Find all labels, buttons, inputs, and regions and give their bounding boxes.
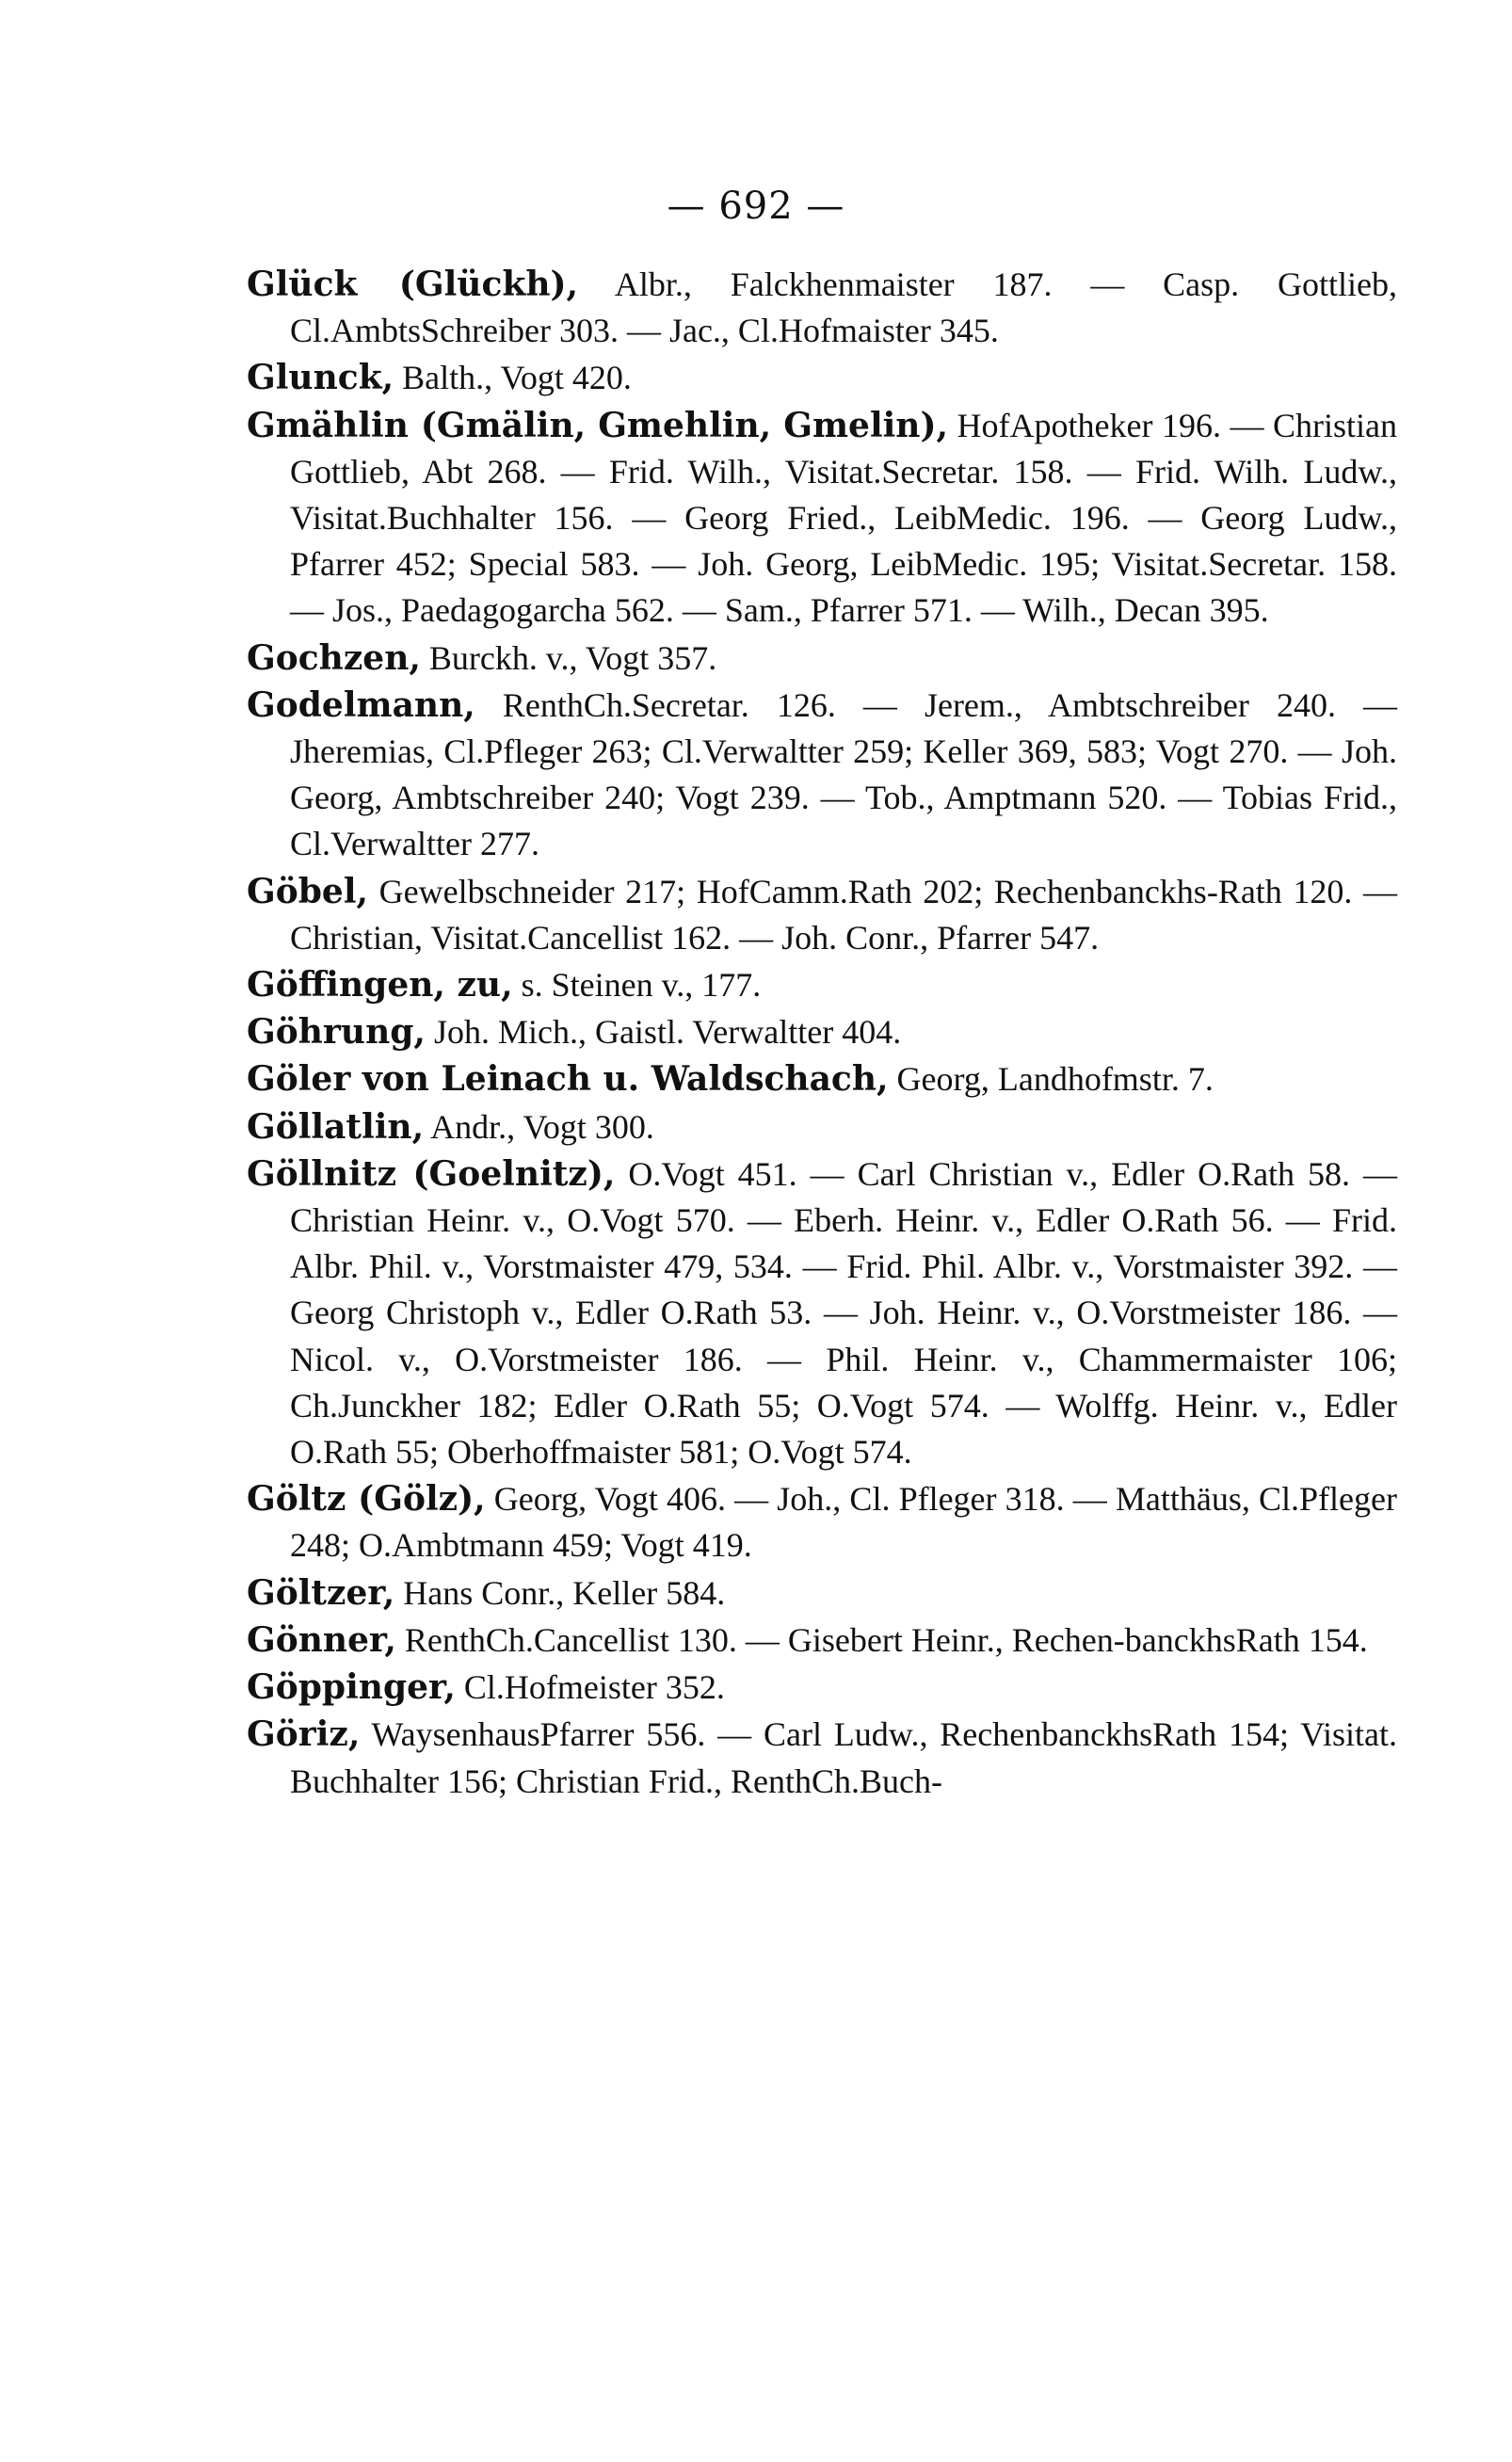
entry-name: Gmählin (Gmälin, Gmehlin, Gmelin), (247, 405, 949, 445)
entry-name: Glück (Glückh), (247, 265, 579, 304)
entry-name: Göler von Leinach u. Waldschach, (247, 1059, 889, 1100)
entry-name: Göbel, (247, 871, 369, 911)
register-entry (247, 355, 1397, 401)
entry-text: Cl.Hofmeister 352. (455, 1668, 725, 1707)
entry-text: s. Steinen v., 177. (512, 966, 762, 1005)
entry-name: Göllatlin, (247, 1106, 425, 1147)
register-entry (247, 403, 1397, 635)
entry-name: Göffingen, zu, (247, 965, 513, 1006)
entry-text: Joh. Mich., Gaistl. Verwaltter 404. (425, 1013, 902, 1052)
entry-name: Gochzen, (247, 637, 421, 678)
entry-text: Balth., Vogt 420. (394, 359, 632, 397)
entry-text: HofApotheker 196. — Christian Gottlieb, Abt 268. — Frid. Wilh., Visitat.Secretar. 158. — Frid. Wilh. Ludw., Visitat.Buchhalter 156. — Georg Fried., LeibMedic. 196. — Georg Ludw., Pfarrer 452; Special 583. — Joh. Georg, LeibMedic. 195; Visitat.Secretar. 158. — Jos., Paedagogarcha 562. — Sam., Pfarrer 571. — Wilh., Decan 395. (290, 406, 1397, 630)
entry-text: Andr., Vogt 300. (424, 1107, 654, 1146)
entry-name: Gönner, (247, 1619, 396, 1660)
register-entry (247, 869, 1397, 961)
register-entry (247, 1009, 1397, 1055)
entry-text: RenthCh.Secretar. 126. — Jerem., Ambtschreiber 240. — Jheremias, Cl.Pfleger 263; Cl.Verwaltter 259; Keller 369, 583; Vogt 270. — Joh. Georg, Ambtschreiber 240; Vogt 239. — Tob., Amptmann 520. — Tobias Frid., Cl.Verwaltter 277. (290, 685, 1397, 863)
register-entry (247, 683, 1397, 868)
register-entry (247, 1151, 1397, 1475)
entry-text: Gewelbschneider 217; HofCamm.Rath 202; Rechenbanckhs-Rath 120. — Christian, Visitat.Cancellist 162. — Joh. Conr., Pfarrer 547. (290, 872, 1397, 957)
register-entry (247, 1476, 1397, 1569)
entry-text: RenthCh.Cancellist 130. — Gisebert Heinr., Rechen-banckhsRath 154. (395, 1620, 1368, 1659)
register-entry (247, 1104, 1397, 1151)
entry-text: WaysenhausPfarrer 556. — Carl Ludw., RechenbanckhsRath 154; Visitat. Buchhalter 156; Christian Frid., RenthCh.Buch- (290, 1715, 1397, 1800)
entry-text: Hans Conr., Keller 584. (394, 1573, 726, 1612)
register-entry (247, 962, 1397, 1008)
entry-text: Albr., Falckhenmaister 187. — Casp. Gottlieb, Cl.AmbtsSchreiber 303. — Jac., Cl.Hofmaister 345. (290, 266, 1397, 350)
entry-name: Göppinger, (247, 1667, 456, 1708)
register-entry (247, 262, 1397, 354)
entry-name: Glunck, (247, 358, 394, 398)
entry-name: Göriz, (247, 1714, 361, 1755)
register-entry (247, 1056, 1397, 1102)
entry-text: Georg, Landhofmstr. 7. (888, 1060, 1214, 1099)
entry-text: Georg, Vogt 406. — Joh., Cl. Pfleger 318. — Matthäus, Cl.Pfleger 248; O.Ambtmann 459; Vogt 419. (290, 1480, 1397, 1565)
entry-name: Godelmann, (247, 684, 475, 725)
entry-name: Göltzer, (247, 1572, 395, 1613)
register-entry (247, 1712, 1397, 1804)
entry-text: Burckh. v., Vogt 357. (420, 638, 717, 677)
register-entry (247, 1665, 1397, 1711)
register-entry (247, 1570, 1397, 1617)
entry-name: Göltz (Gölz), (247, 1479, 486, 1520)
register-entry (247, 636, 1397, 682)
entry-text: O.Vogt 451. — Carl Christian v., Edler O.Rath 58. — Christian Heinr. v., O.Vogt 570. — Eberh. Heinr. v., Edler O.Rath 56. — Frid. Albr. Phil. v., Vorstmaister 479, 534. — Frid. Phil. Albr. v., Vorstmaister 392. — Georg Christoph v., Edler O.Rath 53. — Joh. Heinr. v., O.Vorstmeister 186. — Nicol. v., O.Vorstmeister 186. — Phil. Heinr. v., Chammermaister 106; Ch.Junckher 182; Edler O.Rath 55; O.Vogt 574. — Wolffg. Heinr. v., Edler O.Rath 55; Oberhoffmaister 581; O.Vogt 574. (290, 1154, 1397, 1472)
entry-name: Göllnitz (Goelnitz), (247, 1153, 616, 1194)
register-entry (247, 1617, 1397, 1664)
entry-name: Göhrung, (247, 1012, 426, 1053)
register-entries (247, 262, 1397, 1806)
page-number: — 692 — (667, 185, 845, 228)
